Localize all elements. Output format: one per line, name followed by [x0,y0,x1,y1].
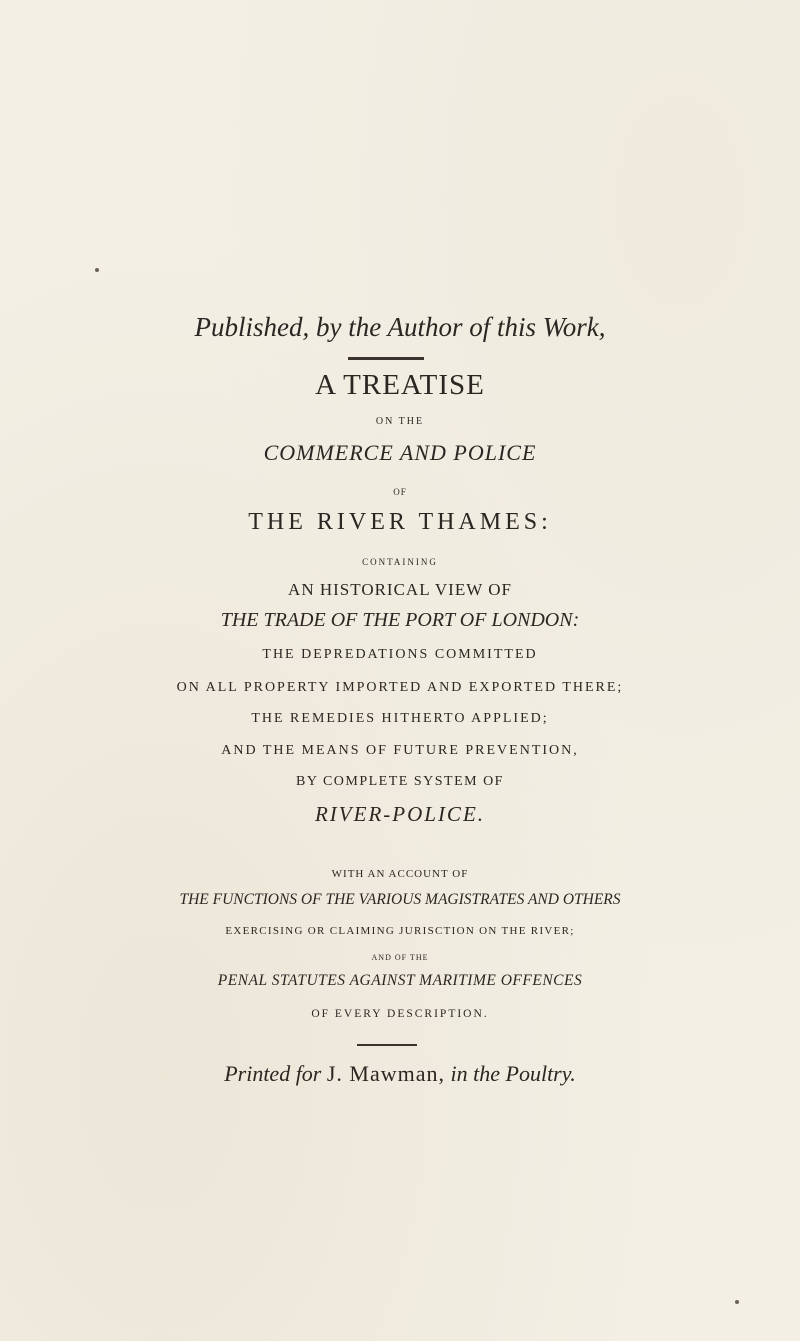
river-police-heading: RIVER-POLICE. [314,802,486,826]
river-thames-heading: THE RIVER THAMES: [248,509,552,535]
complete-system-line: BY COMPLETE SYSTEM OF [296,774,504,789]
functions-line: THE FUNCTIONS OF THE VARIOUS MAGISTRATES AND OTHERS [179,891,621,908]
commerce-police-subtitle: COMMERCE AND POLICE [263,440,537,465]
containing-line: CONTAINING [362,557,438,567]
remedies-line: THE REMEDIES HITHERTO APPLIED; [251,711,549,726]
top-divider-rule [348,357,424,360]
trade-port-line: THE TRADE OF THE PORT OF LONDON: [220,609,580,631]
depredations-line: THE DEPREDATIONS COMMITTED [262,647,538,662]
printed-for-label: Printed for [224,1061,322,1086]
paper-speck [735,1300,739,1304]
means-line: AND THE MEANS OF FUTURE PREVENTION, [221,743,579,758]
and-of-the-line: AND OF THE [371,953,429,962]
penal-statutes-line: PENAL STATUTES AGAINST MARITIME OFFENCES [217,972,583,989]
of-line: OF [393,487,407,497]
published-by-line: Published, by the Author of this Work, [194,312,606,342]
bottom-divider-rule [357,1044,417,1046]
paper-speck [95,268,99,272]
treatise-title: A TREATISE [315,369,485,401]
printer-name: J. Mawman, [326,1061,446,1086]
exercising-line: EXERCISING OR CLAIMING JURISCTION ON THE RIVER; [225,925,575,937]
on-the-line: ON THE [375,416,425,427]
imprint-line [0,1061,800,1087]
printer-location: in the Poultry. [450,1061,576,1086]
every-description-line: OF EVERY DESCRIPTION. [311,1008,489,1020]
historical-view-line: AN HISTORICAL VIEW OF [288,580,512,599]
with-account-line: WITH AN ACCOUNT OF [331,868,469,880]
property-line: ON ALL PROPERTY IMPORTED AND EXPORTED THERE; [176,680,624,695]
